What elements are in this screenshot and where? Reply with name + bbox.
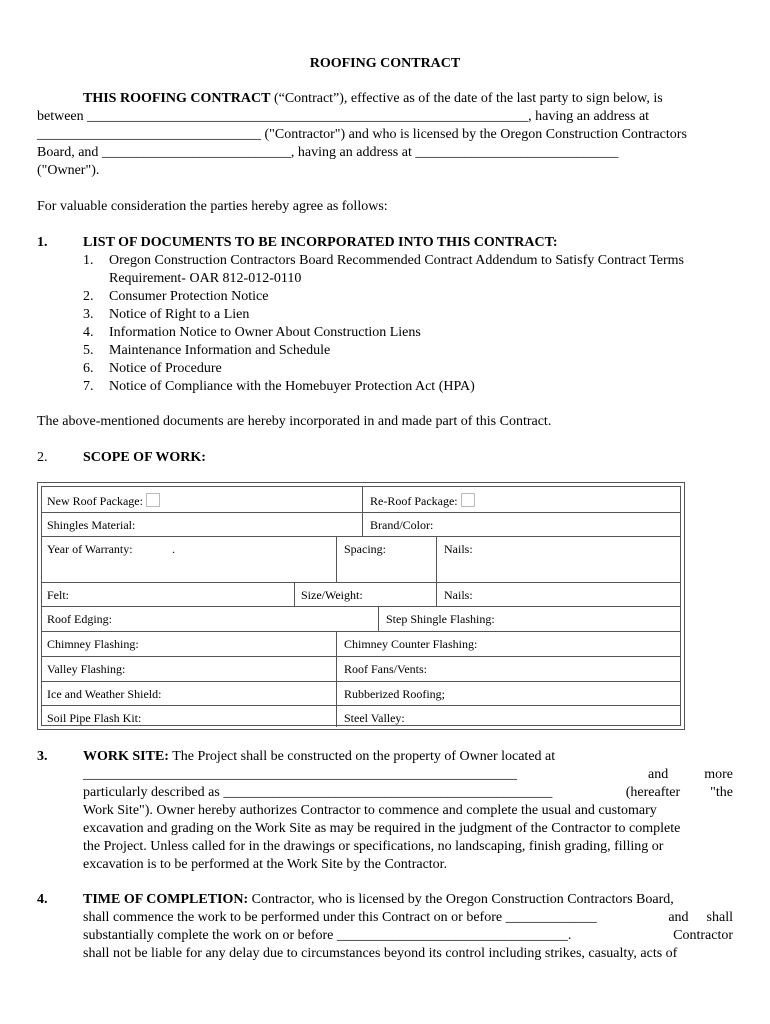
- section-4-line-3: [83, 927, 733, 945]
- section-3-heading: WORK SITE:: [83, 749, 169, 764]
- doc-item-6-number: 6.: [83, 361, 94, 376]
- doc-item-6: Notice of Procedure: [109, 361, 222, 376]
- intro-line-5: ("Owner").: [37, 163, 100, 178]
- section-2-number: 2.: [37, 450, 48, 465]
- row-divider: [42, 681, 680, 682]
- row-divider: [42, 512, 680, 513]
- row-divider: [42, 582, 680, 583]
- size-weight-label: Size/Weight:: [301, 588, 363, 602]
- rubberized-roofing-label: Rubberized Roofing;: [344, 687, 445, 701]
- brand-color-label: Brand/Color:: [370, 518, 434, 532]
- row-divider: [42, 536, 680, 537]
- section-4-heading: TIME OF COMPLETION:: [83, 892, 249, 907]
- section-3-line-2: [83, 766, 733, 784]
- year-of-warranty-label: Year of Warranty:: [47, 542, 133, 556]
- section-3-line-6: the Project. Unless called for in the drawings or specifications, no landscaping, finish grading, filling or: [83, 839, 664, 854]
- doc-item-1-cont: Requirement- OAR 812-012-0110: [109, 271, 302, 286]
- section-3-line-2-end: more: [704, 767, 733, 782]
- valley-flashing-label: Valley Flashing:: [47, 662, 126, 676]
- section-3-line-7: excavation is to be performed at the Work Site by the Contractor.: [83, 857, 448, 872]
- intro-line-3: ________________________________ ("Contractor") and who is licensed by the Oregon Construction Contractors: [37, 127, 687, 142]
- reroof-package-checkbox[interactable]: [461, 493, 475, 507]
- section-1-number: 1.: [37, 235, 48, 250]
- doc-item-3-number: 3.: [83, 307, 94, 322]
- shingles-material-label: Shingles Material:: [47, 518, 136, 532]
- row-divider: [42, 656, 680, 657]
- soil-pipe-flash-kit-label: Soil Pipe Flash Kit:: [47, 711, 142, 725]
- doc-item-7-number: 7.: [83, 379, 94, 394]
- section-4-line-4: shall not be liable for any delay due to circumstances beyond its control including strikes, casualty, acts of: [83, 946, 678, 961]
- year-of-warranty-value: .: [172, 542, 175, 556]
- chimney-counter-flashing-label: Chimney Counter Flashing:: [344, 637, 478, 651]
- commence-date-blank: shall commence the work to be performed under this Contract on or before _____________: [83, 910, 597, 925]
- scope-of-work-table: [37, 482, 685, 730]
- doc-item-7: Notice of Compliance with the Homebuyer Protection Act (HPA): [109, 379, 475, 394]
- nails-label-1: Nails:: [444, 542, 473, 556]
- intro-line-4: Board, and ___________________________, having an address at _____________________________: [37, 145, 619, 160]
- section-4-number: 4.: [37, 892, 48, 907]
- section-4-line-2-end: shall: [706, 910, 733, 925]
- nails-label-2: Nails:: [444, 588, 473, 602]
- roof-fans-vents-label: Roof Fans/Vents:: [344, 662, 428, 676]
- section-2-heading: SCOPE OF WORK:: [83, 450, 206, 465]
- step-shingle-flashing-label: Step Shingle Flashing:: [386, 612, 495, 626]
- doc-item-2: Consumer Protection Notice: [109, 289, 269, 304]
- section-4-line-3-end: Contractor: [673, 928, 733, 943]
- doc-item-5-number: 5.: [83, 343, 94, 358]
- doc-item-2-number: 2.: [83, 289, 94, 304]
- row-divider: [42, 606, 680, 607]
- new-roof-package-checkbox[interactable]: [146, 493, 160, 507]
- doc-item-4: Information Notice to Owner About Construction Liens: [109, 325, 421, 340]
- intro-line-2: between _______________________________________________________________, having an address at: [37, 109, 650, 124]
- section-3-line-1-text: The Project shall be constructed on the property of Owner located at: [168, 749, 556, 764]
- doc-item-1: Oregon Construction Contractors Board Recommended Contract Addendum to Satisfy Contract Terms: [109, 253, 684, 268]
- steel-valley-label: Steel Valley:: [344, 711, 405, 725]
- spacing-label: Spacing:: [344, 542, 386, 556]
- reroof-package-field[interactable]: [370, 493, 475, 508]
- consideration-text: For valuable consideration the parties hereby agree as follows:: [37, 199, 388, 214]
- section-3-line-2-and: and: [648, 767, 669, 782]
- section-1-heading: LIST OF DOCUMENTS TO BE INCORPORATED INTO THIS CONTRACT:: [83, 235, 558, 250]
- col-divider: [336, 631, 337, 727]
- ice-weather-shield-label: Ice and Weather Shield:: [47, 687, 162, 701]
- documents-incorporated-text: The above-mentioned documents are hereby incorporated in and made part of this Contract.: [37, 414, 552, 429]
- intro-line-1: [83, 90, 663, 108]
- completion-date-blank: substantially complete the work on or before _________________________________.: [83, 928, 572, 943]
- section-4-line-1: [83, 891, 674, 909]
- new-roof-package-field[interactable]: [47, 493, 160, 508]
- section-3-line-4: Work Site"). Owner hereby authorizes Contractor to commence and complete the usual and customary: [83, 803, 657, 818]
- section-3-line-3: [83, 784, 733, 802]
- section-4-line-2-and: and: [668, 910, 689, 925]
- contract-name: THIS ROOFING CONTRACT: [83, 91, 271, 106]
- section-3-line-3-end: "the: [710, 785, 733, 800]
- section-3-line-3-hereafter: (hereafter: [625, 785, 681, 800]
- section-4-line-2: [83, 909, 733, 927]
- work-site-address-blank: ______________________________________________________________: [83, 767, 517, 782]
- document-title: ROOFING CONTRACT: [309, 56, 461, 71]
- scope-table-inner: [41, 486, 681, 726]
- row-divider: [42, 705, 680, 706]
- doc-item-1-number: 1.: [83, 253, 94, 268]
- doc-item-3: Notice of Right to a Lien: [109, 307, 250, 322]
- col-divider: [336, 536, 337, 582]
- doc-item-5: Maintenance Information and Schedule: [109, 343, 331, 358]
- new-roof-package-label: New Roof Package:: [47, 494, 143, 508]
- reroof-package-label: Re-Roof Package:: [370, 494, 458, 508]
- section-3-number: 3.: [37, 749, 48, 764]
- col-divider: [294, 582, 295, 606]
- felt-label: Felt:: [47, 588, 70, 602]
- row-divider: [42, 631, 680, 632]
- roof-edging-label: Roof Edging:: [47, 612, 112, 626]
- col-divider: [362, 487, 363, 536]
- work-site-description-blank: particularly described as _______________________________________________: [83, 785, 553, 800]
- doc-item-4-number: 4.: [83, 325, 94, 340]
- col-divider: [436, 536, 437, 606]
- col-divider: [378, 606, 379, 631]
- section-3-line-1: [83, 748, 555, 766]
- section-3-line-5: excavation and grading on the Work Site as may be required in the judgment of the Contractor to complete: [83, 821, 681, 836]
- intro-line-1-text: (“Contract”), effective as of the date of the last party to sign below, is: [270, 91, 663, 106]
- chimney-flashing-label: Chimney Flashing:: [47, 637, 139, 651]
- section-4-line-1-text: Contractor, who is licensed by the Oregon Construction Contractors Board,: [248, 892, 674, 907]
